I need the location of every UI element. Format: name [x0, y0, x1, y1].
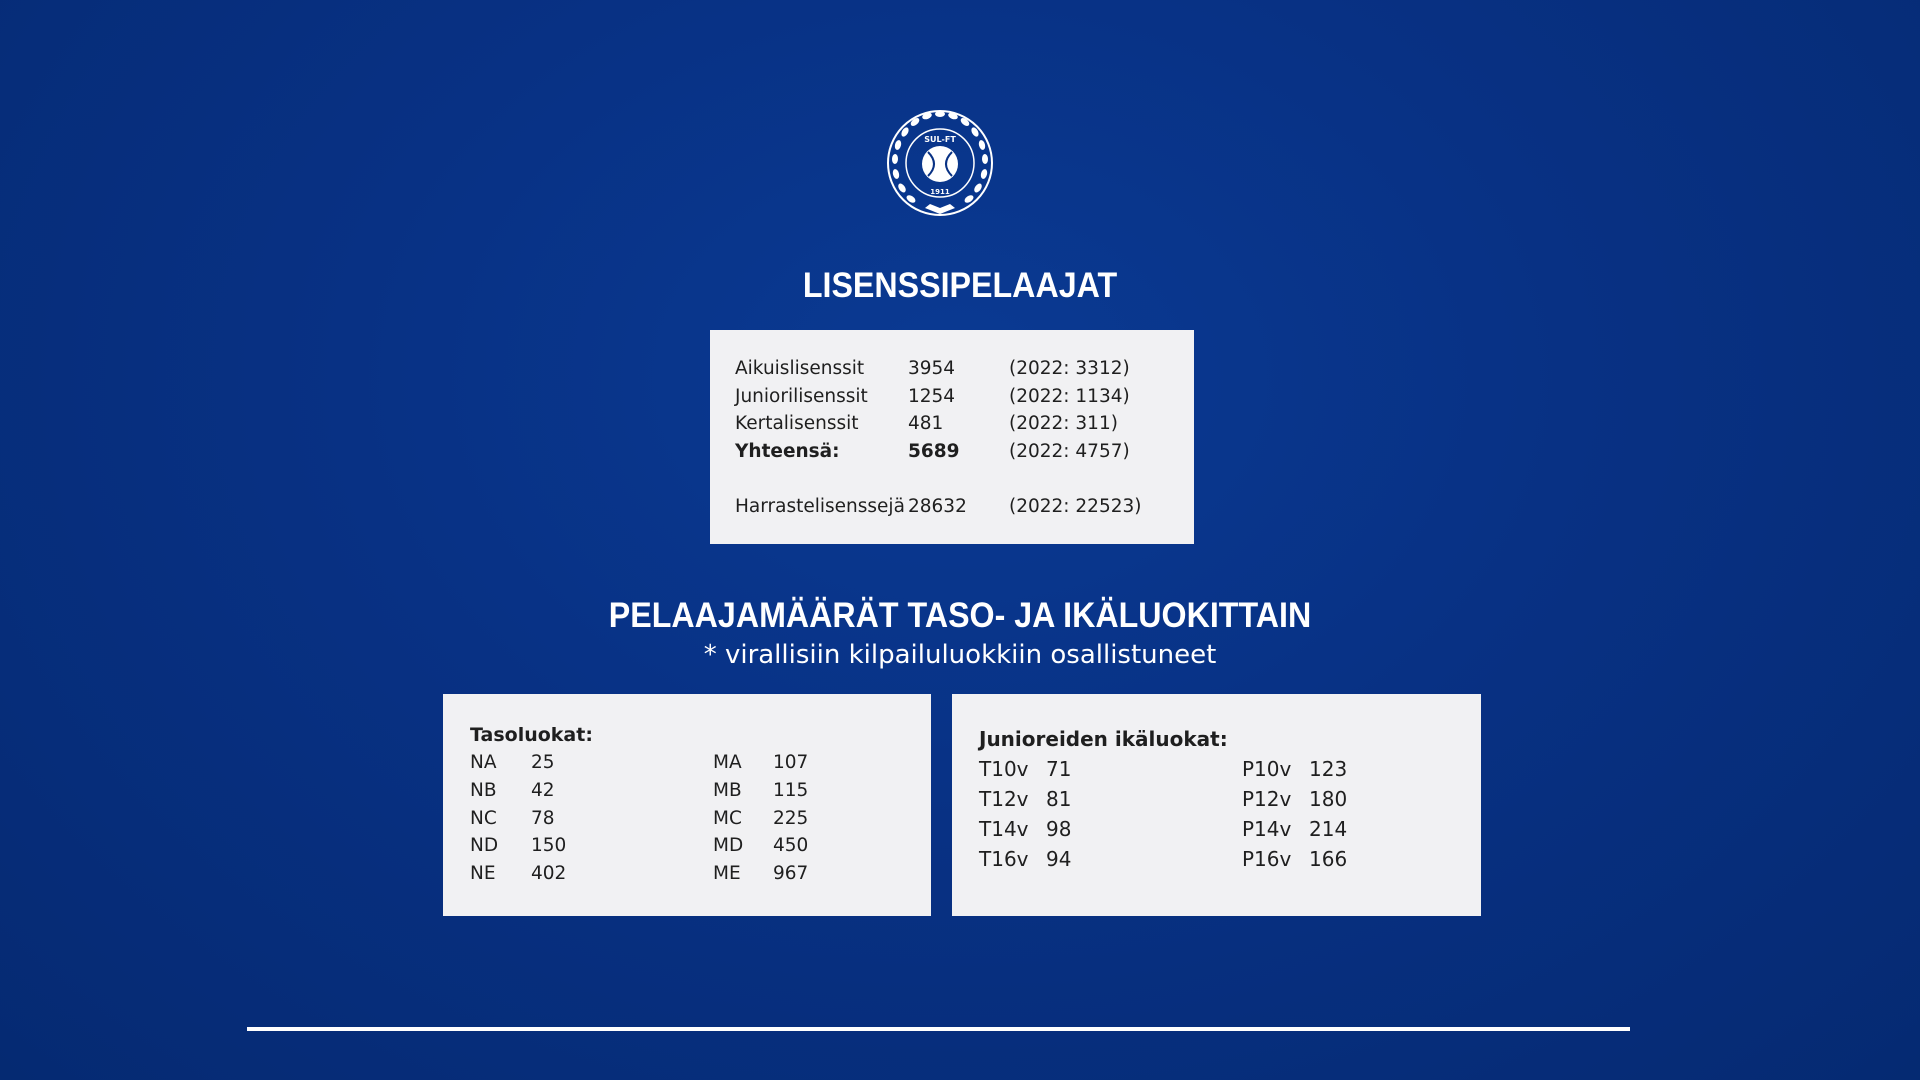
license-label: Juniorilisenssit	[735, 386, 868, 407]
level-label: NA	[470, 752, 497, 773]
players-title: PELAAJAMÄÄRÄT TASO- JA IKÄLUOKITTAIN	[608, 596, 1312, 635]
level-value: 967	[773, 863, 809, 884]
level-label: MB	[713, 780, 742, 801]
license-label: Kertalisenssit	[735, 413, 859, 434]
license-label: Harrastelisenssejä	[735, 496, 905, 517]
licenses-card	[710, 330, 1194, 544]
license-value: 1254	[908, 386, 956, 407]
age-label: P12v	[1242, 787, 1292, 811]
age-label: T12v	[979, 787, 1029, 811]
level-value: 225	[773, 808, 809, 829]
age-label: T14v	[979, 817, 1029, 841]
level-label: MD	[713, 835, 744, 856]
license-value: 5689	[908, 441, 960, 462]
level-value: 450	[773, 835, 809, 856]
license-previous: (2022: 3312)	[1009, 358, 1130, 379]
age-label: T10v	[979, 757, 1029, 781]
age-classes-title: Junioreiden ikäluokat:	[979, 727, 1228, 751]
license-value: 481	[908, 413, 944, 434]
level-value: 115	[773, 780, 809, 801]
age-classes-card	[952, 694, 1481, 916]
svg-text:1911: 1911	[930, 188, 950, 196]
age-value: 166	[1309, 847, 1348, 871]
age-label: T16v	[979, 847, 1029, 871]
age-value: 71	[1046, 757, 1072, 781]
level-value: 107	[773, 752, 809, 773]
svg-text:SUL-FT: SUL-FT	[924, 135, 956, 144]
association-logo	[885, 108, 995, 218]
level-label: MA	[713, 752, 742, 773]
bottom-divider	[247, 1027, 1630, 1031]
level-label: NC	[470, 808, 497, 829]
license-previous: (2022: 311)	[1009, 413, 1118, 434]
age-value: 123	[1309, 757, 1348, 781]
level-value: 42	[531, 780, 555, 801]
level-value: 150	[531, 835, 567, 856]
level-label: ME	[713, 863, 741, 884]
level-value: 25	[531, 752, 555, 773]
age-value: 98	[1046, 817, 1072, 841]
levels-card	[443, 694, 931, 916]
level-label: ND	[470, 835, 499, 856]
age-value: 180	[1309, 787, 1348, 811]
license-previous: (2022: 4757)	[1009, 441, 1130, 462]
age-label: P10v	[1242, 757, 1292, 781]
age-value: 81	[1046, 787, 1072, 811]
players-subtitle: * virallisiin kilpailuluokkiin osallistuneet	[703, 640, 1217, 670]
level-label: MC	[713, 808, 742, 829]
license-previous: (2022: 22523)	[1009, 496, 1142, 517]
levels-title: Tasoluokat:	[470, 724, 593, 746]
licenses-title: LISENSSIPELAAJAT	[802, 266, 1118, 305]
license-previous: (2022: 1134)	[1009, 386, 1130, 407]
age-value: 214	[1309, 817, 1348, 841]
level-label: NE	[470, 863, 496, 884]
age-value: 94	[1046, 847, 1072, 871]
age-label: P16v	[1242, 847, 1292, 871]
level-value: 78	[531, 808, 555, 829]
age-label: P14v	[1242, 817, 1292, 841]
license-label: Yhteensä:	[735, 441, 840, 462]
license-value: 28632	[908, 496, 967, 517]
license-label: Aikuislisenssit	[735, 358, 865, 379]
level-label: NB	[470, 780, 497, 801]
level-value: 402	[531, 863, 567, 884]
license-value: 3954	[908, 358, 956, 379]
